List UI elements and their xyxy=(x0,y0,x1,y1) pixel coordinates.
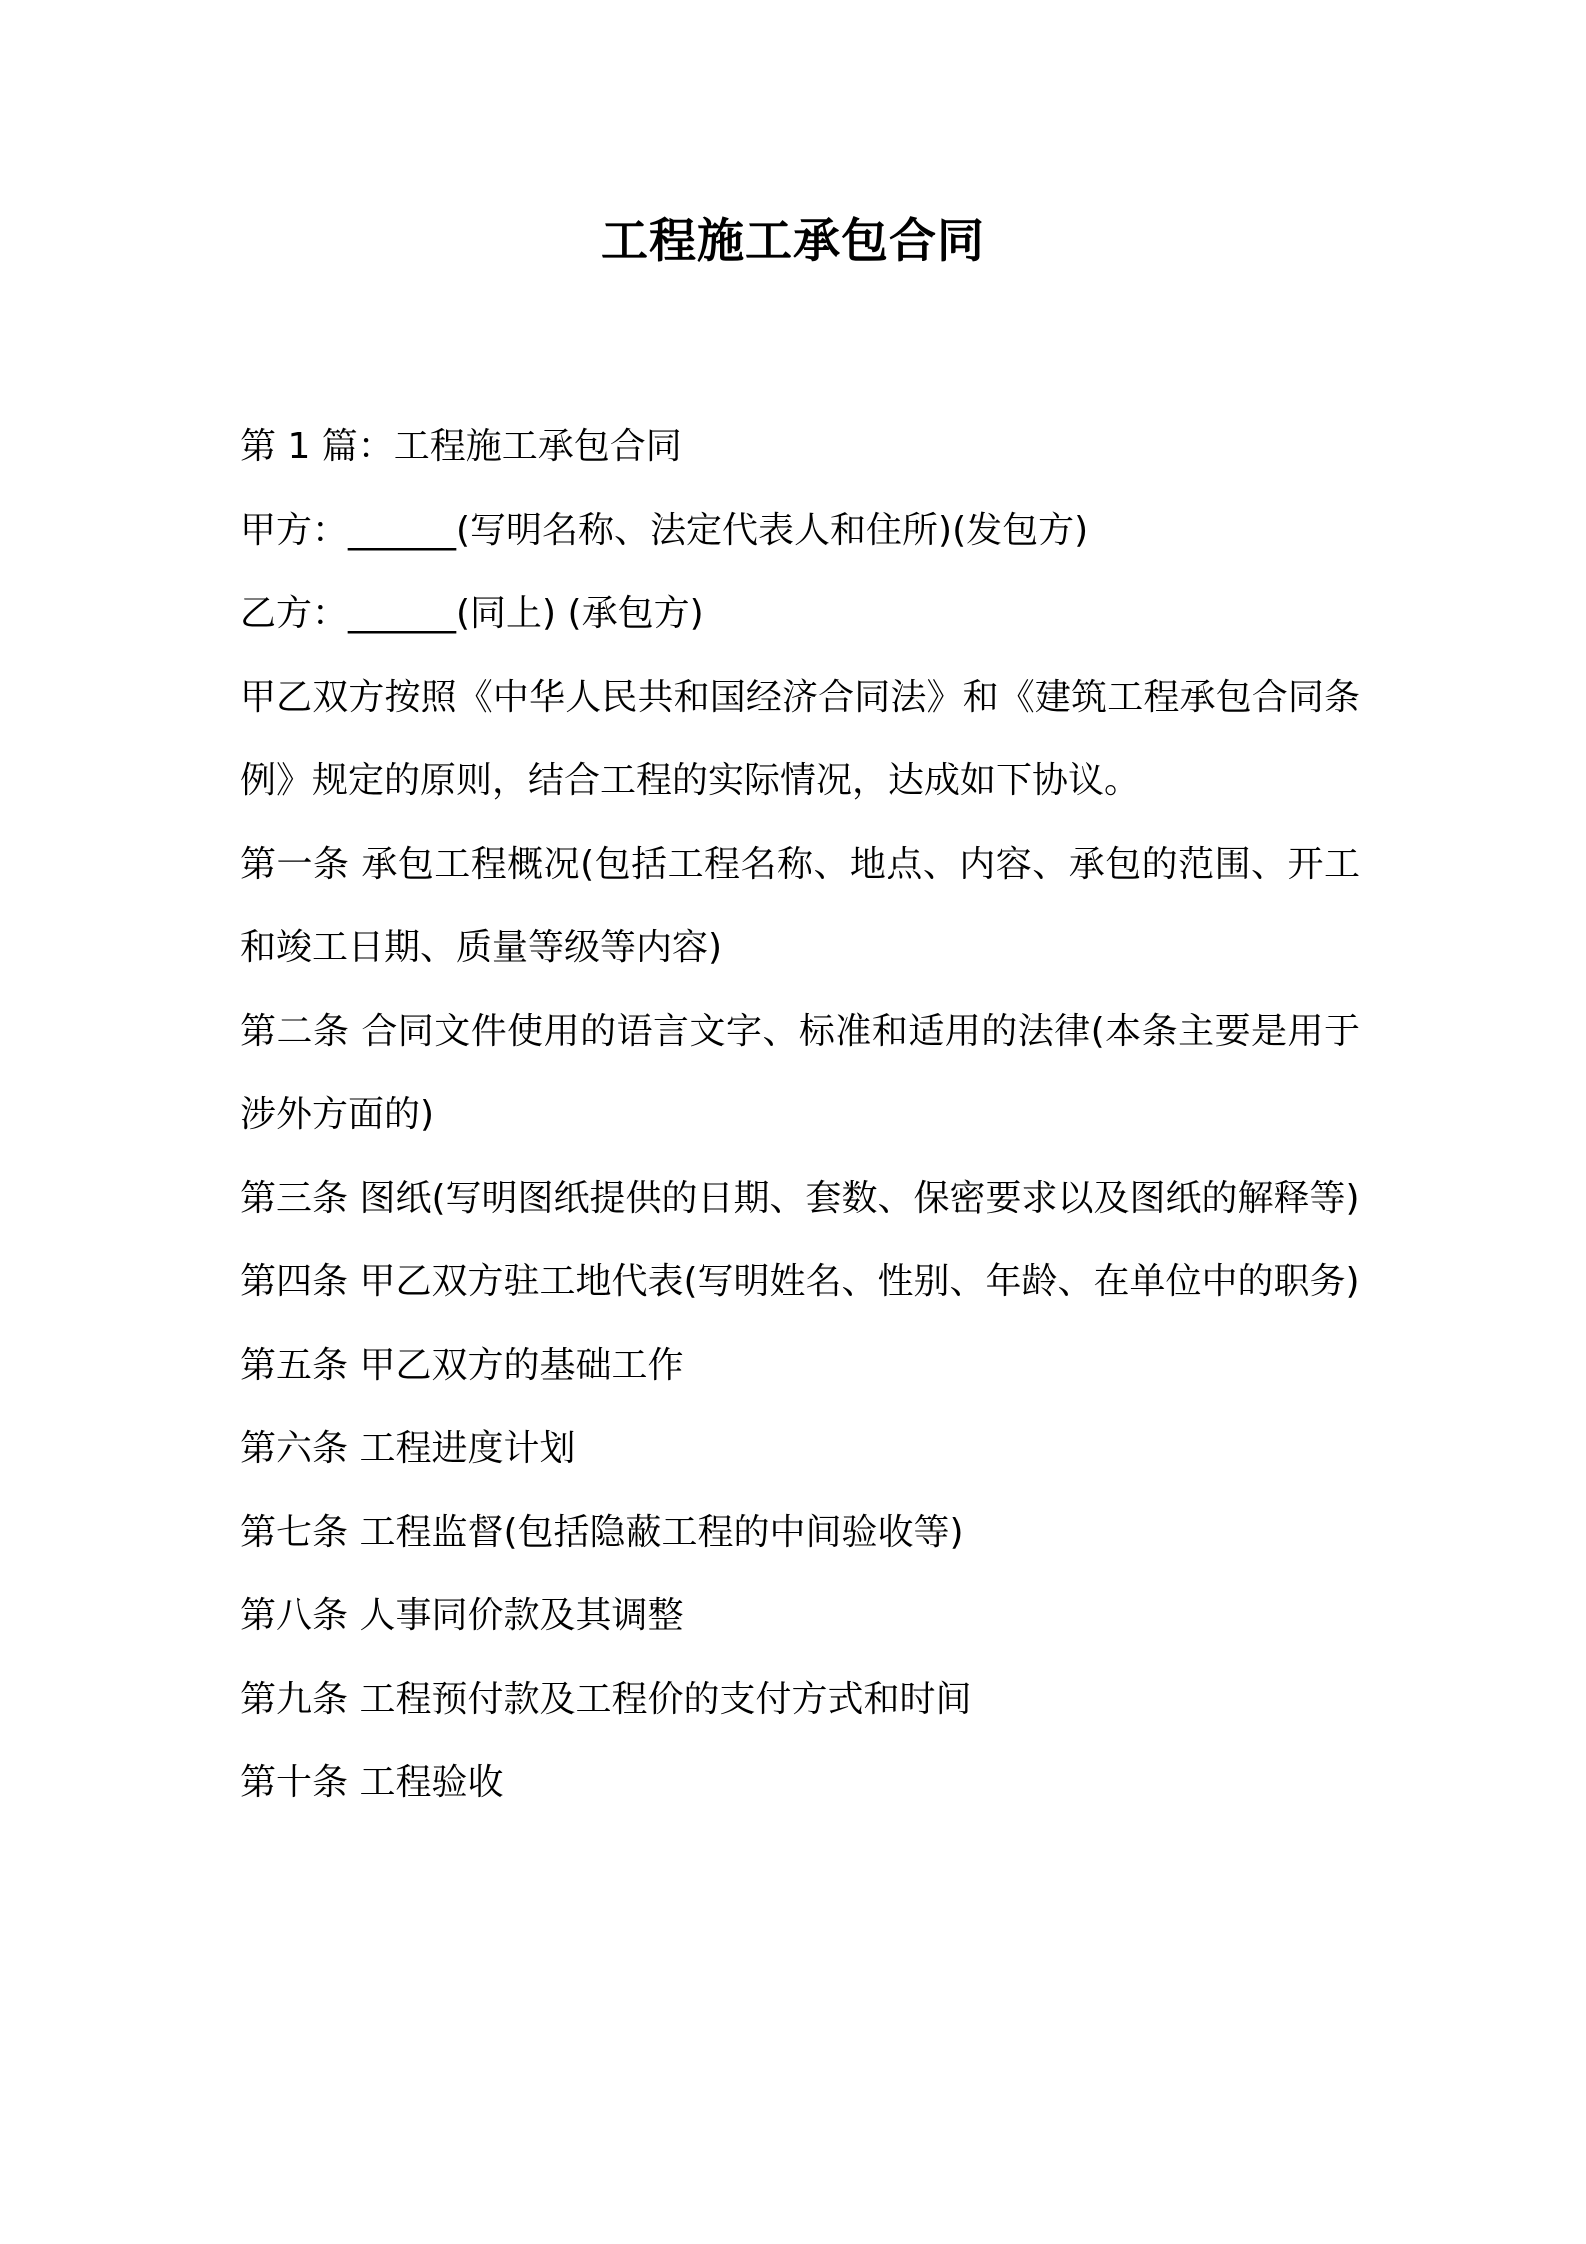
article-7: 第七条 工程监督(包括隐蔽工程的中间验收等) xyxy=(240,1511,964,1553)
article-9: 第九条 工程预付款及工程价的支付方式和时间 xyxy=(240,1678,972,1720)
document-title: 工程施工承包合同 xyxy=(601,214,985,269)
section-heading: 第 1 篇：工程施工承包合同 xyxy=(240,426,682,467)
party-b-line: 乙方：______(同上) (承包方) xyxy=(240,593,704,634)
article-4: 第四条 甲乙双方驻工地代表(写明姓名、性别、年龄、在单位中的职务) xyxy=(240,1261,1360,1302)
article-8: 第八条 人事同价款及其调整 xyxy=(240,1595,684,1636)
article-6: 第六条 工程进度计划 xyxy=(240,1428,576,1469)
article-5: 第五条 甲乙双方的基础工作 xyxy=(240,1344,684,1386)
party-a-line: 甲方：______(写明名称、法定代表人和住所)(发包方) xyxy=(240,509,1089,551)
preamble-paragraph: 甲乙双方按照《中华人民共和国经济合同法》和《建筑工程承包合同条例》规定的原则，结合工程的实际情况，达成如下协议。 xyxy=(240,676,1360,801)
document-body xyxy=(240,405,1360,1825)
article-2: 第二条 合同文件使用的语言文字、标准和适用的法律(本条主要是用于涉外方面的) xyxy=(240,1010,1360,1135)
article-3: 第三条 图纸(写明图纸提供的日期、套数、保密要求以及图纸的解释等) xyxy=(240,1177,1360,1219)
article-1: 第一条 承包工程概况(包括工程名称、地点、内容、承包的范围、开工和竣工日期、质量等级等内容) xyxy=(240,843,1360,968)
article-10: 第十条 工程验收 xyxy=(240,1762,504,1803)
